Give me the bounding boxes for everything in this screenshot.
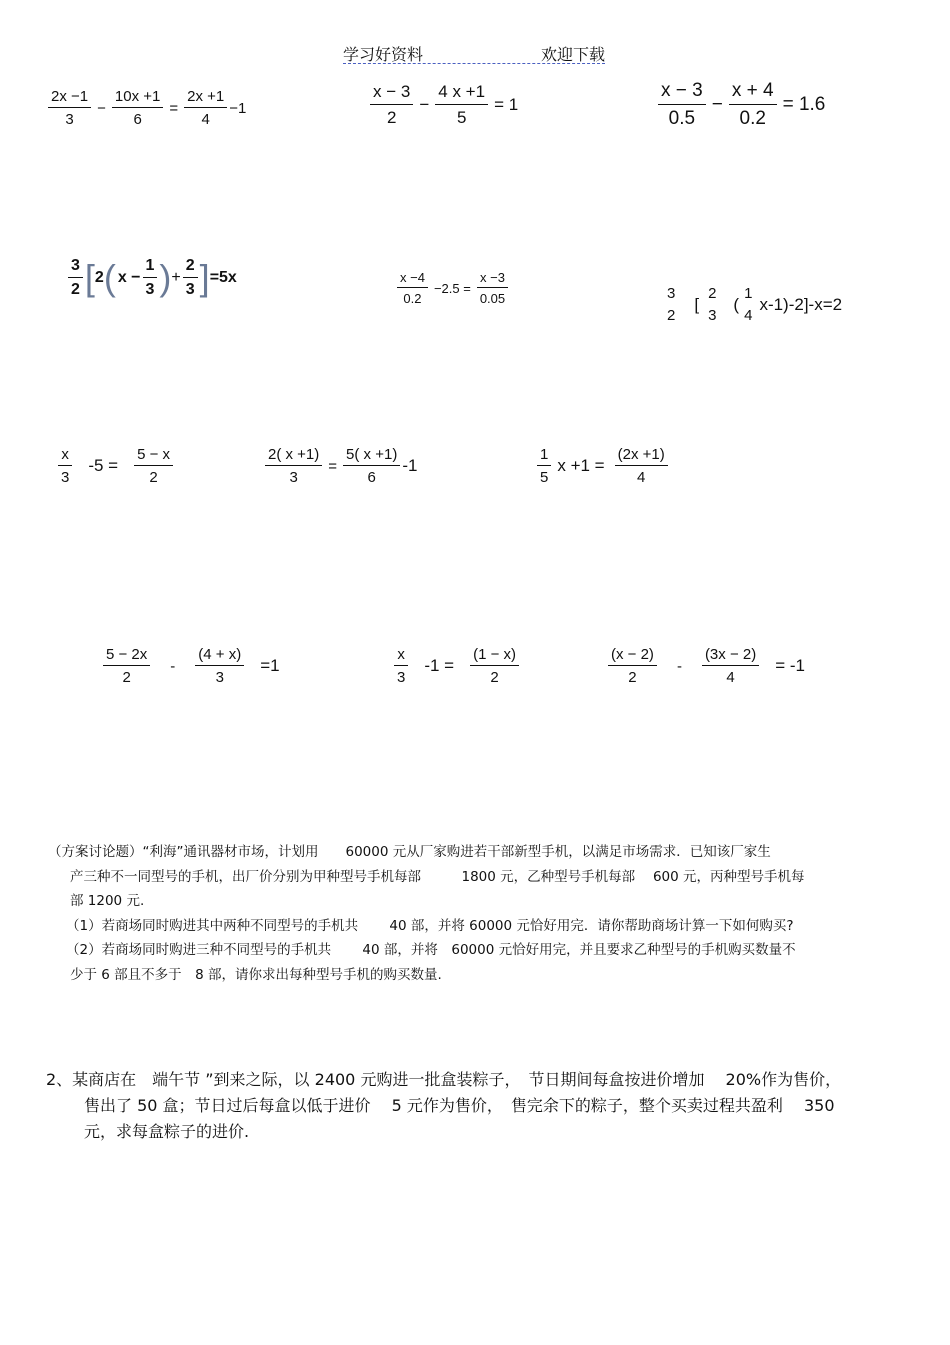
equation-rest: x-1)-2]-x=2 bbox=[759, 294, 843, 314]
equation-middle: x +1 = bbox=[557, 456, 605, 475]
fraction bbox=[68, 257, 83, 299]
denominator: 5 bbox=[456, 108, 467, 127]
fraction bbox=[435, 82, 488, 128]
denominator: 2 bbox=[628, 669, 637, 686]
equation-1 bbox=[46, 88, 246, 128]
numerator: x − 3 bbox=[658, 80, 706, 105]
operator: − bbox=[711, 94, 723, 115]
denominator: 3 bbox=[185, 281, 195, 298]
fraction bbox=[702, 646, 759, 686]
equation-7 bbox=[56, 446, 175, 486]
numerator: 2x −1 bbox=[48, 88, 91, 108]
denominator: 3 bbox=[215, 669, 224, 686]
operator: − bbox=[419, 95, 430, 114]
denominator: 3 bbox=[708, 307, 717, 324]
equals-sign: = bbox=[169, 99, 179, 117]
numerator: 5 − x bbox=[134, 446, 173, 466]
numerator: (2x +1) bbox=[615, 446, 668, 466]
left-bracket: [ bbox=[84, 257, 95, 298]
equation-tail: −1 bbox=[229, 99, 247, 117]
equation-rhs: =1 bbox=[260, 656, 280, 675]
operator: + bbox=[171, 269, 181, 286]
numerator: 5( x +1) bbox=[343, 446, 400, 466]
fraction bbox=[134, 446, 173, 486]
equation-11 bbox=[392, 646, 521, 686]
equation-middle: −2.5 = bbox=[433, 280, 471, 296]
denominator: 2 bbox=[149, 469, 158, 486]
equation-3 bbox=[656, 80, 829, 130]
problem-line: 产三种不一同型号的手机，出厂价分别为甲种型号手机每部 1800 元，乙种型号手机每部 600 元，丙种型号手机每 bbox=[70, 868, 805, 885]
operator: - bbox=[170, 657, 176, 675]
problem-line: 部 1200 元. bbox=[70, 893, 145, 909]
numerator: (1 − x) bbox=[470, 646, 519, 666]
fraction bbox=[265, 446, 322, 486]
equation-2 bbox=[368, 82, 522, 128]
numerator: 4 x +1 bbox=[435, 82, 488, 105]
numerator: x −3 bbox=[477, 270, 508, 288]
fraction bbox=[397, 270, 428, 306]
equation-rhs: =5x bbox=[209, 269, 237, 286]
numerator: x −4 bbox=[397, 270, 428, 288]
fraction bbox=[58, 446, 72, 486]
numerator: (x − 2) bbox=[608, 646, 657, 666]
fraction bbox=[112, 88, 163, 128]
problem-line: 2、某商店在 端午节 ”到来之际，以 2400 元购进一批盒装粽子， 节日期间每盒按进价增加 20%作为售价， bbox=[46, 1070, 842, 1089]
problem-2 bbox=[46, 1067, 841, 1145]
denominator: 6 bbox=[133, 111, 142, 128]
fraction bbox=[183, 257, 198, 299]
denominator: 0.5 bbox=[668, 108, 696, 129]
fraction bbox=[470, 646, 519, 686]
denominator: 3 bbox=[289, 469, 298, 486]
fraction bbox=[195, 646, 244, 686]
equation-4 bbox=[66, 257, 237, 299]
equation-tail: -1 bbox=[402, 456, 418, 475]
problem-line: 少于 6 部且不多于 8 部，请你求出每种型号手机的购买数量. bbox=[70, 966, 442, 983]
numerator: 1 bbox=[744, 285, 753, 302]
denominator: 3 bbox=[61, 469, 70, 486]
denominator: 6 bbox=[367, 469, 376, 486]
fraction bbox=[370, 82, 413, 128]
page-header bbox=[343, 42, 605, 66]
denominator: 4 bbox=[726, 669, 735, 686]
equation-12 bbox=[606, 646, 805, 686]
problem-line: 售出了 50 盒；节日过后每盒以低于进价 5 元作为售价， 售完余下的粽子，整个买卖过程共盈利 350 bbox=[84, 1096, 835, 1115]
equation-5 bbox=[395, 270, 510, 306]
header-right-text: 欢迎下载 bbox=[540, 47, 605, 64]
fraction bbox=[741, 285, 755, 324]
left-bracket: [ bbox=[694, 294, 700, 314]
numerator: x + 4 bbox=[729, 80, 777, 105]
numerator: (4 + x) bbox=[195, 646, 244, 666]
denominator: 3 bbox=[65, 111, 74, 128]
fraction bbox=[103, 646, 150, 686]
operator: - bbox=[676, 657, 682, 675]
numerator: x − 3 bbox=[370, 82, 413, 105]
denominator: 2 bbox=[71, 281, 80, 298]
denominator: 5 bbox=[540, 469, 549, 486]
equation-8 bbox=[263, 446, 417, 486]
fraction bbox=[705, 285, 719, 324]
numerator: (3x − 2) bbox=[702, 646, 759, 666]
problem-line: （1）若商场同时购进其中两种不同型号的手机共 40 部，并将 60000 元恰好用完．请你帮助商场计算一下如何购买? bbox=[66, 917, 794, 934]
right-paren: ) bbox=[159, 257, 172, 298]
equation-10 bbox=[101, 646, 280, 686]
problem-1 bbox=[48, 840, 805, 987]
left-paren: ( bbox=[103, 257, 116, 298]
numerator: 5 − 2x bbox=[103, 646, 150, 666]
header-left-text: 学习好资料 bbox=[343, 47, 424, 64]
denominator: 4 bbox=[201, 111, 210, 128]
fraction bbox=[658, 80, 706, 130]
problem-line: 元，求每盒粽子的进价. bbox=[84, 1122, 250, 1141]
numerator: x bbox=[58, 446, 72, 466]
header-dashed-rule bbox=[343, 63, 605, 64]
numerator: 2 bbox=[708, 285, 717, 302]
denominator: 2 bbox=[667, 307, 676, 324]
equation-middle: -5 = bbox=[88, 456, 119, 475]
left-paren: ( bbox=[733, 294, 740, 314]
denominator: 0.05 bbox=[479, 291, 506, 306]
fraction bbox=[394, 646, 408, 686]
term: x − bbox=[117, 269, 141, 286]
equation-rhs: = 1.6 bbox=[782, 94, 826, 115]
equation-rhs: = -1 bbox=[775, 656, 805, 675]
numerator: 3 bbox=[68, 257, 83, 278]
problem-line: （方案讨论题）“利海”通讯器材市场，计划用 60000 元从厂家购进若干部新型手机，以满足市场需求．已知该厂家生 bbox=[48, 844, 771, 860]
numerator: x bbox=[394, 646, 408, 666]
numerator: 3 bbox=[667, 285, 676, 302]
fraction bbox=[48, 88, 91, 128]
denominator: 0.2 bbox=[739, 108, 766, 129]
denominator: 2 bbox=[386, 108, 397, 127]
fraction bbox=[729, 80, 777, 130]
fraction bbox=[143, 257, 158, 299]
denominator: 2 bbox=[490, 669, 499, 686]
equals-sign: = bbox=[328, 457, 338, 475]
fraction bbox=[477, 270, 508, 306]
equation-middle: -1 = bbox=[424, 656, 455, 675]
equation-rhs: = 1 bbox=[494, 95, 519, 114]
operator: − bbox=[97, 99, 106, 117]
fraction bbox=[664, 285, 678, 324]
numerator: 1 bbox=[143, 257, 158, 278]
numerator: 1 bbox=[537, 446, 551, 466]
denominator: 4 bbox=[636, 469, 646, 486]
numerator: 2( x +1) bbox=[265, 446, 322, 466]
denominator: 2 bbox=[122, 669, 131, 686]
fraction bbox=[615, 446, 668, 486]
coefficient: 2 bbox=[94, 269, 104, 286]
denominator: 4 bbox=[744, 307, 753, 324]
problem-line: （2）若商场同时购进三种不同型号的手机共 40 部，并将 60000 元恰好用完，并且要求乙种型号的手机购买数量不 bbox=[66, 942, 796, 958]
equation-9 bbox=[535, 446, 670, 486]
denominator: 3 bbox=[397, 669, 406, 686]
right-bracket: ] bbox=[199, 257, 210, 298]
fraction bbox=[608, 646, 657, 686]
fraction bbox=[184, 88, 227, 128]
denominator: 3 bbox=[145, 281, 155, 298]
equation-6 bbox=[662, 285, 842, 324]
denominator: 0.2 bbox=[403, 291, 422, 306]
numerator: 10x +1 bbox=[112, 88, 163, 108]
numerator: 2x +1 bbox=[184, 88, 227, 108]
fraction bbox=[343, 446, 400, 486]
fraction bbox=[537, 446, 551, 486]
numerator: 2 bbox=[183, 257, 198, 278]
